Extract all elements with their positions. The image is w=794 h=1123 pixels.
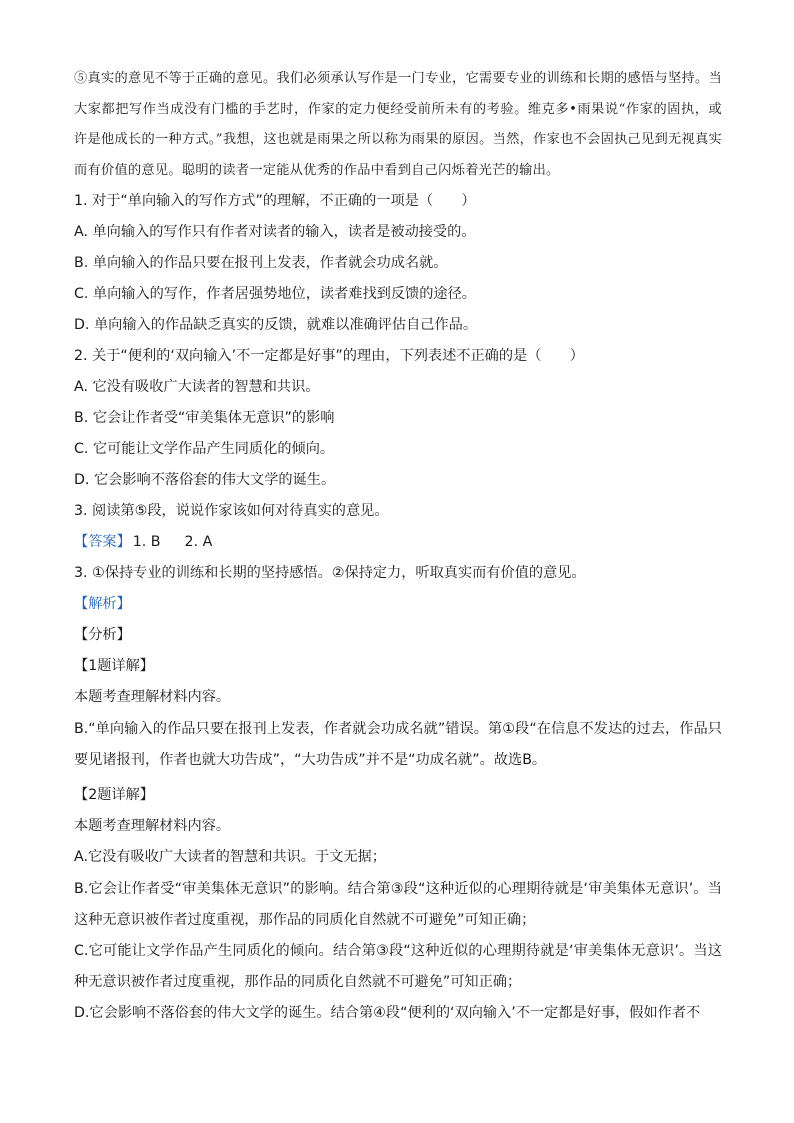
q1-stem: 1. 对于“单向输入的写作方式”的理解，不正确的一项是（ ） [74,193,476,209]
q1-option-c: C. 单向输入的写作，作者居强势地位，读者难找到反馈的途径。 [74,286,476,302]
q1-option-a: A. 单向输入的写作只有作者对读者的输入，读者是被动接受的。 [74,224,476,240]
answer-line [74,532,724,552]
q2-detail-b: B.它会让作者受“审美集体无意识”的影响。结合第③段“这种近似的心理期待就是‘审美集体无意识’。当这种无意识被作者过度重视，那作品的同质化自然就不可避免”可知正确； [74,881,722,928]
q2-option-c: C. 它可能让文学作品产生同质化的倾向。 [74,441,335,457]
q1-detail-intro: 本题考查理解材料内容。 [74,689,231,705]
analysis-label: 【解析】 [74,596,131,612]
q1-option-b: B. 单向输入的作品只要在报刊上发表，作者就会功成名就。 [74,255,448,271]
answer-label: 【答案】 [74,534,131,550]
q1-detail-body: B.“单向输入的作品只要在报刊上发表，作者就会功成名就”错误。第①段“在信息不发达的过去，作品只要见诸报刊，作者也就大功告成”，“大功告成”并不是“功成名就”。故选B。 [74,721,722,768]
q1-detail-title: 【1题详解】 [74,658,154,674]
q2-detail-c: C.它可能让文学作品产生同质化的倾向。结合第③段“这种近似的心理期待就是‘审美集体无意识’。当这种无意识被作者过度重视，那作品的同质化自然就不可避免”可知正确； [74,943,722,990]
analysis-fenxi: 【分析】 [74,627,131,643]
q2-stem: 2. 关于“便利的‘双向输入’不一定都是好事”的理由，下列表述不正确的是（ ） [74,348,584,364]
q2-option-d: D. 它会影响不落俗套的伟大文学的诞生。 [74,472,336,488]
passage-paragraph-5: ⑤真实的意见不等于正确的意见。我们必须承认写作是一门专业，它需要专业的训练和长期的感悟与坚持。当大家都把写作当成没有门槛的手艺时，作家的定力便经受前所未有的考验。维克多•雨果说“作家的固执，或许是他成长的一种方式。”我想，这也就是雨果之所以称为雨果的原因。当然，作家也不会固执己见到无视真实而有价值的意见。聪明的读者一定能从优秀的作品中看到自己闪烁着光芒的输出。 [74,71,722,178]
answer-2: 2. A [184,534,213,550]
q2-detail-title: 【2题详解】 [74,787,154,803]
q3-stem: 3. 阅读第⑤段，说说作家该如何对待真实的意见。 [74,503,389,519]
q2-option-a: A. 它没有吸收广大读者的智慧和共识。 [74,379,320,395]
q1-option-d: D. 单向输入的作品缺乏真实的反馈，就难以准确评估自己作品。 [74,317,478,333]
answer-3: 3. ①保持专业的训练和长期的坚持感悟。②保持定力，听取真实而有价值的意见。 [74,565,586,581]
answer-1: 1. B [132,534,161,550]
q2-detail-d: D.它会影响不落俗套的伟大文学的诞生。结合第④段“便利的‘双向输入’不一定都是好事，假如作者不 [74,1005,701,1021]
q2-detail-intro: 本题考查理解材料内容。 [74,818,231,834]
q2-detail-a: A.它没有吸收广大读者的智慧和共识。于文无据； [74,849,386,865]
q2-option-b: B. 它会让作者受“审美集体无意识”的影响 [74,410,335,426]
